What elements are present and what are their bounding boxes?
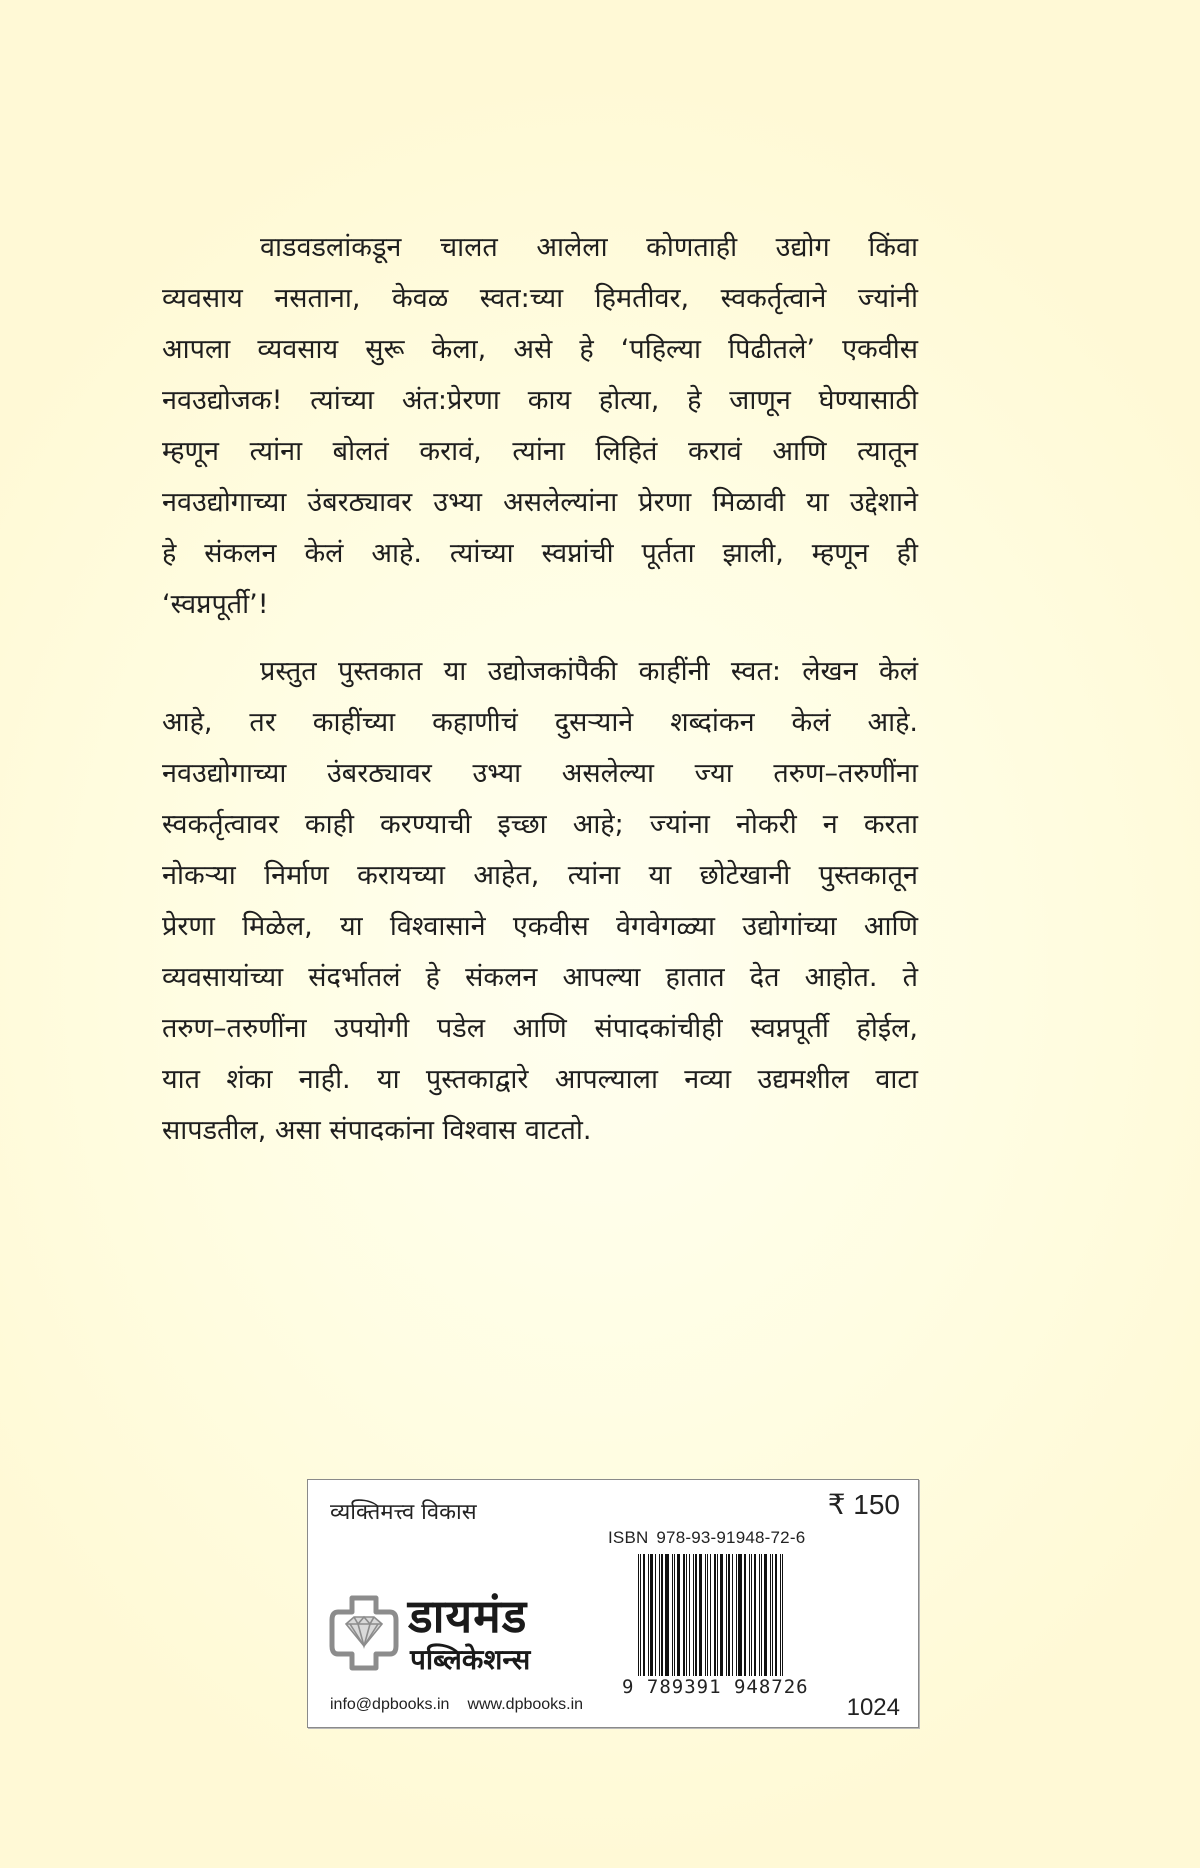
barcode-bar (710, 1554, 711, 1694)
barcode-bar (744, 1554, 746, 1694)
barcode-bar (754, 1554, 756, 1694)
text-line: ‘स्वप्नपूर्ती’! (162, 589, 269, 620)
barcode-bar (751, 1554, 752, 1694)
isbn-label: ISBN 978-93-91948-72-6 (608, 1528, 806, 1547)
barcode-bar (759, 1554, 760, 1694)
text-line: प्रस्तुत पुस्तकात या उद्योजकांपैकी काहींनी स्वत: लेखन केलं (260, 656, 918, 687)
text-line: हे संकलन केलं आहे. त्यांच्या स्वप्नांची पूर्तता झाली, म्हणून ही (162, 538, 918, 569)
barcode-bar (770, 1554, 771, 1694)
back-cover-blurb (162, 222, 918, 1156)
barcode-bar (775, 1554, 777, 1694)
barcode-bar (782, 1554, 783, 1694)
barcode-bar (732, 1554, 733, 1694)
barcode-bar (655, 1554, 656, 1694)
catalog-code: 1024 (846, 1694, 900, 1721)
text-line: नवउद्योगाच्या उंबरठ्यावर उभ्या असलेल्यांना प्रेरणा मिळावी या उद्देशाने (162, 487, 918, 518)
barcode-bar (699, 1554, 702, 1694)
barcode-bar (717, 1554, 718, 1694)
price-label: ₹ 150 (827, 1489, 900, 1520)
text-line: म्हणून त्यांना बोलतं करावं, त्यांना लिहितं करावं आणि त्यातून (162, 436, 918, 467)
barcode-bar (638, 1554, 639, 1694)
barcode-bar (761, 1554, 762, 1694)
barcode-bar (695, 1554, 697, 1694)
text-line: यात शंका नाही. या पुस्तकाद्वारे आपल्याला नव्या उद्यमशील वाटा (162, 1064, 918, 1095)
text-line: व्यवसाय नसताना, केवळ स्वत:च्या हिमतीवर, स्वकर्तृत्वाने ज्यांनी (162, 283, 918, 314)
paragraph-2 (162, 646, 918, 1156)
barcode-bar (665, 1554, 669, 1694)
barcode-bar (726, 1554, 727, 1694)
barcode-bar (659, 1554, 660, 1694)
email-link[interactable]: info@dpbooks.in (330, 1696, 450, 1713)
barcode-bar (714, 1554, 716, 1694)
barcode-bar (780, 1554, 781, 1694)
text-line: आपला व्यवसाय सुरू केला, असे हे ‘पहिल्या पिढीतले’ एकवीस (162, 334, 918, 365)
barcode-bar (677, 1554, 680, 1694)
barcode-bar (686, 1554, 687, 1694)
isbn-info-box (307, 1479, 919, 1728)
contact-info (330, 1696, 583, 1714)
barcode-bar (683, 1554, 685, 1694)
text-line: सापडतील, असा संपादकांना विश्वास वाटतो. (162, 1115, 592, 1146)
paragraph-1 (162, 222, 918, 630)
barcode-bar (705, 1554, 706, 1694)
diamond-icon (328, 1594, 400, 1672)
barcode-bar (650, 1554, 653, 1694)
barcode-bar (674, 1554, 675, 1694)
text-line: नवउद्योगाच्या उंबरठ्यावर उभ्या असलेल्या ज्या तरुण–तरुणींना (162, 758, 918, 789)
barcode-bar (720, 1554, 723, 1694)
barcode-bar (707, 1554, 708, 1694)
publisher-name: डायमंड (408, 1589, 528, 1643)
publisher-logo (328, 1589, 568, 1676)
barcode-bar (772, 1554, 773, 1694)
barcode (638, 1554, 788, 1694)
barcode-bar (728, 1554, 730, 1694)
text-line: वाडवडलांकडून चालत आलेला कोणताही उद्योग किंवा (260, 232, 918, 263)
publisher-subtitle: पब्लिकेशन्स (410, 1643, 531, 1676)
website-link[interactable]: www.dpbooks.in (467, 1696, 584, 1713)
barcode-bar (764, 1554, 767, 1694)
text-line: व्यवसायांच्या संदर्भातलं हे संकलन आपल्या हातात देत आहोत. ते (162, 962, 918, 993)
text-line: आहे, तर काहींच्या कहाणीचं दुसऱ्याने शब्दांकन केलं आहे. (162, 707, 918, 738)
barcode-bar (689, 1554, 690, 1694)
barcode-bar (693, 1554, 694, 1694)
barcode-bar (648, 1554, 649, 1694)
barcode-bar (672, 1554, 673, 1694)
category-label: व्यक्तिमत्त्व विकास (330, 1500, 477, 1525)
text-line: तरुण–तरुणींना उपयोगी पडेल आणि संपादकांचीही स्वप्नपूर्ती होईल, (162, 1013, 918, 1044)
barcode-bar (661, 1554, 663, 1694)
text-line: प्रेरणा मिळेल, या विश्वासाने एकवीस वेगवेगळ्या उद्योगांच्या आणि (162, 911, 918, 942)
barcode-bar (738, 1554, 742, 1694)
barcode-bar (749, 1554, 750, 1694)
barcode-bar (643, 1554, 645, 1694)
text-line: नोकऱ्या निर्माण करायच्या आहेत, त्यांना या छोटेखानी पुस्तकातून (162, 860, 918, 891)
barcode-bar (640, 1554, 641, 1694)
barcode-digits: 9 789391 948726 (622, 1676, 809, 1698)
barcode-bar (736, 1554, 737, 1694)
text-line: स्वकर्तृत्वावर काही करण्याची इच्छा आहे; ज्यांना नोकरी न करता (162, 809, 918, 840)
text-line: नवउद्योजक! त्यांच्या अंत:प्रेरणा काय होत्या, हे जाणून घेण्यासाठी (162, 385, 918, 416)
